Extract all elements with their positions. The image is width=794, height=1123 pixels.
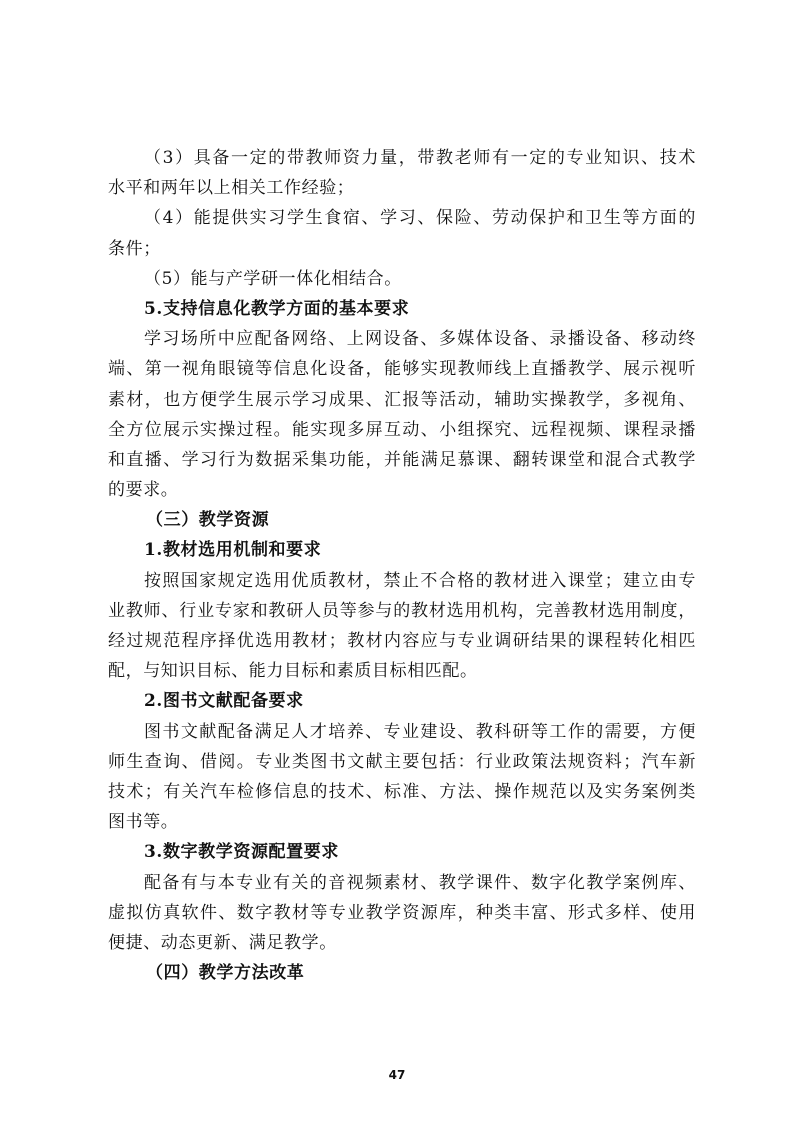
text-line: 便捷、动态更新、满足教学。 [108, 932, 337, 953]
text-line: （5）能与产学研一体化相结合。 [144, 268, 402, 289]
text-line: 图书等。 [108, 812, 179, 833]
page-number: 47 [388, 1068, 406, 1082]
text-line: 水平和两年以上相关工作经验； [108, 178, 355, 199]
text-line: 虚拟仿真软件、数字教材等专业教学资源库，种类丰富、形式多样、使用 [108, 902, 696, 923]
text-line: 按照国家规定选用优质教材，禁止不合格的教材进入课堂；建立由专 [144, 570, 696, 591]
section-heading: （四）教学方法改革 [146, 963, 305, 984]
text-line: 全方位展示实操过程。能实现多屏互动、小组探究、远程视频、课程录播 [108, 419, 696, 440]
subsection-heading: 3.数字教学资源配置要求 [144, 842, 339, 863]
text-line: 的要求。 [108, 480, 179, 501]
text-line: 配，与知识目标、能力目标和素质目标相匹配。 [108, 661, 478, 682]
text-line: 素材，也方便学生展示学习成果、汇报等活动，辅助实操教学，多视角、 [108, 389, 696, 410]
text-line: 学习场所中应配备网络、上网设备、多媒体设备、录播设备、移动终 [144, 329, 696, 350]
text-line: （3）具备一定的带教师资力量，带教老师有一定的专业知识、技术 [144, 148, 696, 168]
section-heading: （三）教学资源 [146, 510, 270, 531]
text-line: 业教师、行业专家和教研人员等参与的教材选用机构，完善教材选用制度， [108, 600, 696, 621]
text-line: （4）能提供实习学生食宿、学习、保险、劳动保护和卫生等方面的 [144, 208, 696, 229]
text-line: 端、第一视角眼镜等信息化设备，能够实现教师线上直播教学、展示视听 [108, 359, 696, 380]
text-line: 图书文献配备满足人才培养、专业建设、教科研等工作的需要，方便 [144, 721, 696, 742]
subsection-heading: 5.支持信息化教学方面的基本要求 [144, 298, 410, 319]
text-line: 师生查询、借阅。专业类图书文献主要包括：行业政策法规资料；汽车新 [108, 751, 696, 772]
body-text [108, 143, 696, 988]
text-line: 和直播、学习行为数据采集功能，并能满足慕课、翻转课堂和混合式教学 [108, 449, 696, 470]
subsection-heading: 2.图书文献配备要求 [144, 691, 304, 712]
text-line: 经过规范程序择优选用教材；教材内容应与专业调研结果的课程转化相匹 [108, 631, 696, 651]
subsection-heading: 1.教材选用机制和要求 [144, 540, 322, 561]
text-line: 技术；有关汽车检修信息的技术、标准、方法、操作规范以及实务案例类 [108, 781, 696, 802]
text-line: 条件； [108, 238, 161, 259]
text-line: 配备有与本专业有关的音视频素材、教学课件、数字化教学案例库、 [144, 872, 696, 893]
